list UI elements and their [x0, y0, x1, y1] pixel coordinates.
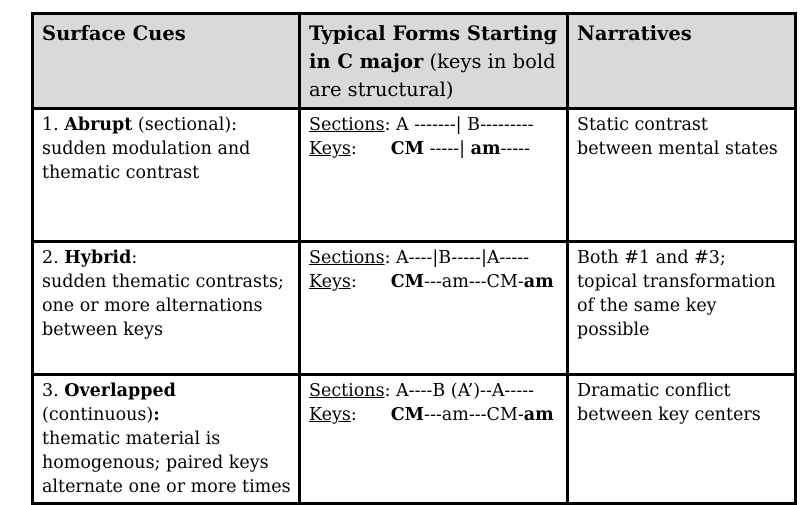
typical-form-cell: Sections: A----|B-----|A----- Keys: CM---am---CM-am: [300, 242, 568, 375]
narrative-cell: Both #1 and #3; topical transformation of the same key possible: [568, 242, 796, 375]
narrative-cell: Dramatic conflict between key centers: [568, 375, 796, 504]
header-typical-forms: Typical Forms Starting in C major (keys in bold are structural): [300, 14, 568, 109]
structural-key: CM: [390, 405, 425, 425]
typical-form-cell: Sections: A----B (A’)--A----- Keys: CM---am---CM-am: [300, 375, 568, 504]
key-transition: -----|: [424, 139, 471, 159]
header-row: [33, 14, 796, 109]
surface-cue-cell: 1. Abrupt (sectional): sudden modulation and thematic contrast: [33, 109, 300, 242]
key-transition: ---am---CM-: [424, 405, 524, 425]
header-surface-cues: Surface Cues: [33, 14, 300, 109]
structural-key: am: [470, 139, 501, 159]
table-row: [33, 109, 796, 242]
structural-key: CM: [390, 272, 425, 292]
structural-key: CM: [390, 139, 425, 159]
surface-cues-table: [31, 12, 797, 505]
keys-line: Keys: CM---am---CM-am: [309, 272, 554, 292]
surface-cue-cell: 2. Hybrid: sudden thematic contrasts; one or more alternations between keys: [33, 242, 300, 375]
table-row: [33, 242, 796, 375]
header-narratives: Narratives: [568, 14, 796, 109]
table-row: [33, 375, 796, 504]
structural-key: am: [523, 272, 554, 292]
keys-line: Keys: CM -----| am-----: [309, 139, 531, 159]
key-transition: ---am---CM-: [424, 272, 524, 292]
keys-line: Keys: CM---am---CM-am: [309, 405, 554, 425]
typical-form-cell: Sections: A -------| B--------- Keys: CM -----| am-----: [300, 109, 568, 242]
key-transition: -----: [500, 139, 531, 159]
surface-cue-cell: 3. Overlapped (continuous): thematic material is homogenous; paired keys alternate one or more times: [33, 375, 300, 504]
structural-key: am: [523, 405, 554, 425]
narrative-cell: Static contrast between mental states: [568, 109, 796, 242]
